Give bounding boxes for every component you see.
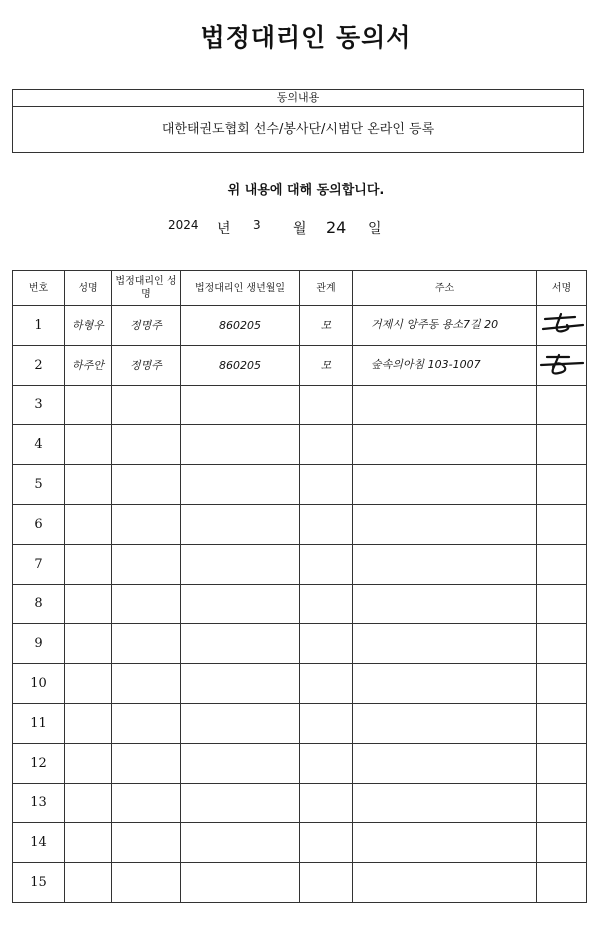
row-name bbox=[65, 624, 112, 664]
row-relation bbox=[300, 504, 353, 544]
row-signature bbox=[537, 504, 587, 544]
row-relation bbox=[300, 863, 353, 903]
row-relation bbox=[300, 385, 353, 425]
row-relation: 모 bbox=[300, 345, 353, 385]
table-row bbox=[13, 425, 587, 465]
row-guardian-name bbox=[112, 504, 181, 544]
row-number: 8 bbox=[13, 584, 65, 624]
row-number: 3 bbox=[13, 385, 65, 425]
table-row bbox=[13, 703, 587, 743]
row-number: 13 bbox=[13, 783, 65, 823]
table-header-row bbox=[13, 271, 587, 306]
consent-content: 대한태권도협회 선수/봉사단/시범단 온라인 등록 bbox=[161, 122, 435, 137]
row-address bbox=[353, 385, 537, 425]
row-name bbox=[65, 863, 112, 903]
table-row bbox=[13, 544, 587, 584]
row-address: 거제시 앙주동 용소7길 20 bbox=[353, 306, 537, 346]
row-guardian-name bbox=[112, 703, 181, 743]
row-relation bbox=[300, 544, 353, 584]
row-guardian-birth bbox=[181, 465, 300, 505]
row-guardian-name bbox=[112, 544, 181, 584]
row-guardian-birth bbox=[181, 544, 300, 584]
row-address bbox=[353, 863, 537, 903]
row-relation bbox=[300, 465, 353, 505]
row-guardian-name: 정명주 bbox=[112, 345, 181, 385]
roster-table bbox=[12, 270, 587, 903]
row-address bbox=[353, 544, 537, 584]
table-row bbox=[13, 345, 587, 385]
row-guardian-birth bbox=[181, 385, 300, 425]
row-address bbox=[353, 624, 537, 664]
header-guardian-birth: 법정대리인 생년월일 bbox=[181, 271, 300, 306]
header-guardian-name: 법정대리인 성명 bbox=[112, 271, 181, 306]
row-number: 10 bbox=[13, 664, 65, 704]
row-guardian-name bbox=[112, 823, 181, 863]
row-relation bbox=[300, 664, 353, 704]
row-number: 6 bbox=[13, 504, 65, 544]
row-address: 숲속의아침 103-1007 bbox=[353, 345, 537, 385]
row-signature bbox=[537, 703, 587, 743]
date-month: 3 bbox=[253, 218, 261, 232]
table-row bbox=[13, 584, 587, 624]
row-name bbox=[65, 584, 112, 624]
row-guardian-name bbox=[112, 863, 181, 903]
row-number: 15 bbox=[13, 863, 65, 903]
date-year-label: 년 bbox=[217, 221, 231, 237]
row-number: 7 bbox=[13, 544, 65, 584]
row-signature bbox=[537, 823, 587, 863]
row-guardian-name bbox=[112, 664, 181, 704]
row-guardian-birth bbox=[181, 743, 300, 783]
date-day-label: 일 bbox=[368, 221, 382, 237]
table-row bbox=[13, 664, 587, 704]
row-number: 11 bbox=[13, 703, 65, 743]
row-guardian-name bbox=[112, 385, 181, 425]
row-address bbox=[353, 584, 537, 624]
table-row bbox=[13, 823, 587, 863]
row-name bbox=[65, 504, 112, 544]
row-guardian-name bbox=[112, 425, 181, 465]
row-name bbox=[65, 823, 112, 863]
row-guardian-name bbox=[112, 624, 181, 664]
row-relation: 모 bbox=[300, 306, 353, 346]
row-guardian-birth bbox=[181, 584, 300, 624]
row-relation bbox=[300, 703, 353, 743]
row-guardian-name bbox=[112, 783, 181, 823]
row-guardian-birth bbox=[181, 783, 300, 823]
row-address bbox=[353, 425, 537, 465]
consent-box bbox=[12, 89, 584, 153]
row-address bbox=[353, 783, 537, 823]
row-name bbox=[65, 664, 112, 704]
row-relation bbox=[300, 624, 353, 664]
row-signature bbox=[537, 465, 587, 505]
row-name bbox=[65, 703, 112, 743]
row-name bbox=[65, 425, 112, 465]
row-guardian-name: 정명주 bbox=[112, 306, 181, 346]
row-name: 하주안 bbox=[65, 345, 112, 385]
date-day: 24 bbox=[326, 218, 347, 237]
row-name: 하형우 bbox=[65, 306, 112, 346]
row-number: 4 bbox=[13, 425, 65, 465]
row-signature bbox=[537, 385, 587, 425]
table-row bbox=[13, 863, 587, 903]
row-signature bbox=[537, 544, 587, 584]
handwritten-signature-icon bbox=[537, 311, 586, 339]
table-row bbox=[13, 624, 587, 664]
row-guardian-name bbox=[112, 743, 181, 783]
row-number: 1 bbox=[13, 306, 65, 346]
row-address bbox=[353, 743, 537, 783]
handwritten-signature-icon bbox=[537, 351, 586, 379]
row-relation bbox=[300, 823, 353, 863]
table-row bbox=[13, 306, 587, 346]
row-name bbox=[65, 783, 112, 823]
row-address bbox=[353, 703, 537, 743]
row-relation bbox=[300, 425, 353, 465]
row-guardian-birth bbox=[181, 823, 300, 863]
row-guardian-birth bbox=[181, 624, 300, 664]
consent-header: 동의내용 bbox=[13, 90, 583, 107]
row-number: 12 bbox=[13, 743, 65, 783]
row-signature bbox=[537, 306, 587, 346]
document-title: 법정대리인 동의서 bbox=[200, 23, 412, 52]
table-row bbox=[13, 465, 587, 505]
row-guardian-birth bbox=[181, 664, 300, 704]
row-signature bbox=[537, 624, 587, 664]
row-name bbox=[65, 743, 112, 783]
header-name: 성명 bbox=[65, 271, 112, 306]
row-signature bbox=[537, 584, 587, 624]
row-guardian-name bbox=[112, 584, 181, 624]
row-relation bbox=[300, 783, 353, 823]
row-relation bbox=[300, 743, 353, 783]
row-number: 9 bbox=[13, 624, 65, 664]
row-address bbox=[353, 823, 537, 863]
header-no: 번호 bbox=[13, 271, 65, 306]
header-relation: 관계 bbox=[300, 271, 353, 306]
row-signature bbox=[537, 664, 587, 704]
date-month-label: 월 bbox=[293, 221, 307, 237]
row-guardian-birth: 860205 bbox=[181, 306, 300, 346]
header-address: 주소 bbox=[353, 271, 537, 306]
row-guardian-birth bbox=[181, 504, 300, 544]
row-guardian-birth bbox=[181, 425, 300, 465]
row-signature bbox=[537, 743, 587, 783]
row-guardian-name bbox=[112, 465, 181, 505]
row-guardian-birth bbox=[181, 863, 300, 903]
row-address bbox=[353, 504, 537, 544]
row-relation bbox=[300, 584, 353, 624]
table-row bbox=[13, 504, 587, 544]
row-address bbox=[353, 664, 537, 704]
row-number: 2 bbox=[13, 345, 65, 385]
row-signature bbox=[537, 783, 587, 823]
row-guardian-birth: 860205 bbox=[181, 345, 300, 385]
row-name bbox=[65, 544, 112, 584]
row-signature bbox=[537, 425, 587, 465]
row-signature bbox=[537, 345, 587, 385]
header-signature: 서명 bbox=[537, 271, 587, 306]
table-row bbox=[13, 783, 587, 823]
row-number: 5 bbox=[13, 465, 65, 505]
row-signature bbox=[537, 863, 587, 903]
table-row bbox=[13, 743, 587, 783]
agreement-statement: 위 내용에 대해 동의합니다. bbox=[227, 183, 385, 198]
row-guardian-birth bbox=[181, 703, 300, 743]
row-number: 14 bbox=[13, 823, 65, 863]
table-row bbox=[13, 385, 587, 425]
row-name bbox=[65, 465, 112, 505]
row-name bbox=[65, 385, 112, 425]
row-address bbox=[353, 465, 537, 505]
date-year: 2024 bbox=[168, 218, 199, 232]
